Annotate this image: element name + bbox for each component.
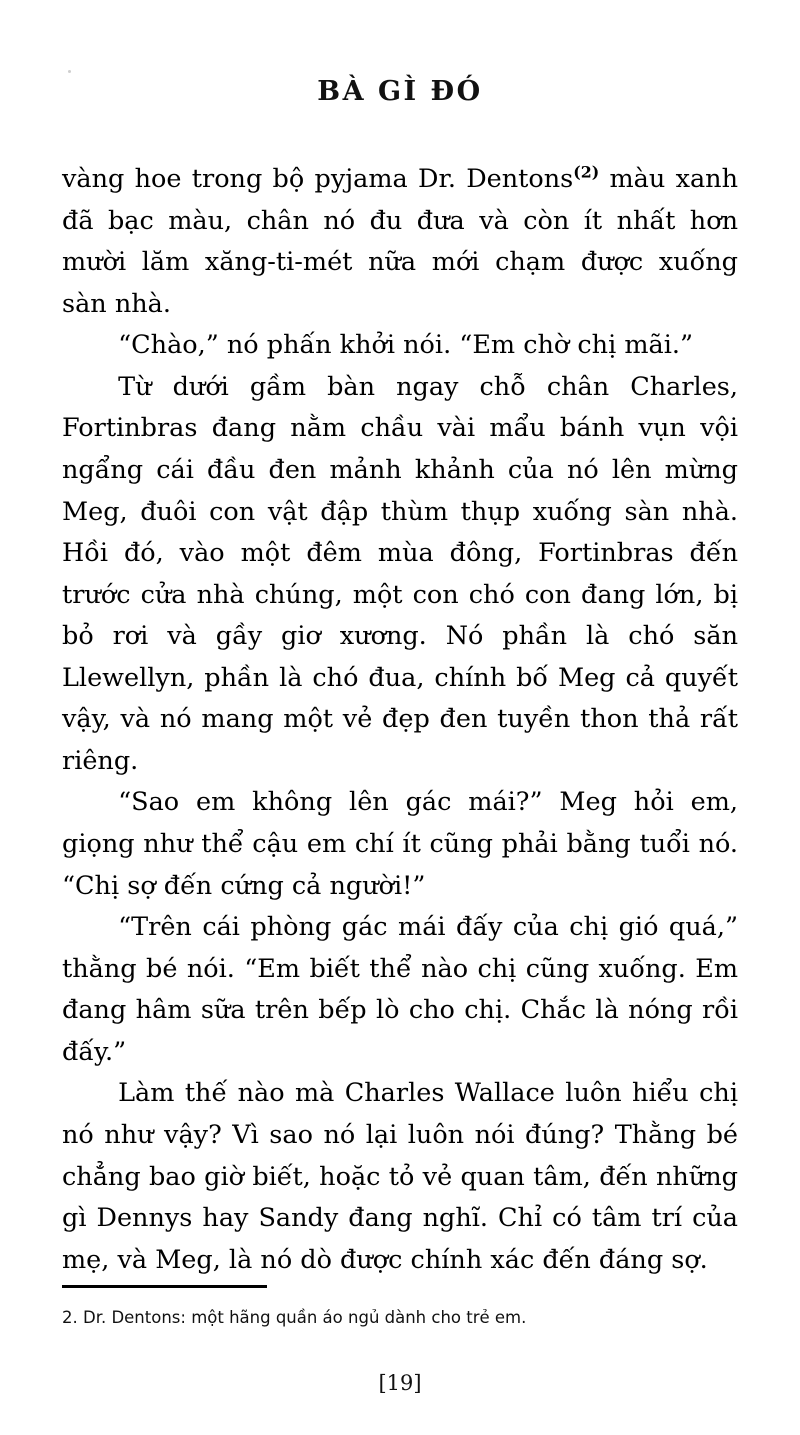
footnote-divider <box>62 1285 267 1288</box>
paragraph-4: “Sao em không lên gác mái?” Meg hỏi em, giọng như thể cậu em chí ít cũng phải bằng tuổi nó. “Chị sợ đến cứng cả người!” <box>62 787 738 901</box>
footnote-area <box>62 1285 738 1329</box>
footnote-text: 2. Dr. Dentons: một hãng quần áo ngủ dành cho trẻ em. <box>62 1307 527 1327</box>
running-head: BÀ GÌ ĐÓ <box>317 76 483 107</box>
body-text <box>62 159 738 1281</box>
page-number: [19] <box>378 1371 422 1395</box>
footnote-reference-2[interactable]: (2) <box>573 162 600 182</box>
paragraph-6: Làm thế nào mà Charles Wallace luôn hiểu chị nó như vậy? Vì sao nó lại luôn nói đúng? Thằng bé chẳng bao giờ biết, hoặc tỏ vẻ quan tâm, đến những gì Dennys hay Sandy đang nghĩ. Chỉ có tâm trí của mẹ, và Meg, là nó dò được chính xác đến đáng sợ. <box>62 1078 738 1275</box>
paper-speck <box>68 70 71 73</box>
paragraph-1 <box>62 159 738 325</box>
paragraph-2: “Chào,” nó phấn khởi nói. “Em chờ chị mãi.” <box>118 330 694 361</box>
paragraph-3: Từ dưới gầm bàn ngay chỗ chân Charles, Fortinbras đang nằm chầu vài mẩu bánh vụn vội ngẩng cái đầu đen mảnh khảnh của nó lên mừng Meg, đuôi con vật đập thùm thụp xuống sàn nhà. Hồi đó, vào một đêm mùa đông, Fortinbras đến trước cửa nhà chúng, một con chó con đang lớn, bị bỏ rơi và gầy giơ xương. Nó phần là chó săn Llewellyn, phần là chó đua, chính bố Meg cả quyết vậy, và nó mang một vẻ đẹp đen tuyền thon thả rất riêng. <box>62 371 738 776</box>
paragraph-5: “Trên cái phòng gác mái đấy của chị gió quá,” thằng bé nói. “Em biết thể nào chị cũng xuống. Em đang hâm sữa trên bếp lò cho chị. Chắc là nóng rồi đấy.” <box>62 912 738 1067</box>
paragraph-1-part-2: màu xanh đã bạc màu, chân nó đu đưa và còn ít nhất hơn mười lăm xăng-ti-mét nữa mới chạm được xuống sàn nhà. <box>62 164 739 319</box>
paragraph-1-part-1: vàng hoe trong bộ pyjama Dr. Dentons <box>62 164 574 194</box>
